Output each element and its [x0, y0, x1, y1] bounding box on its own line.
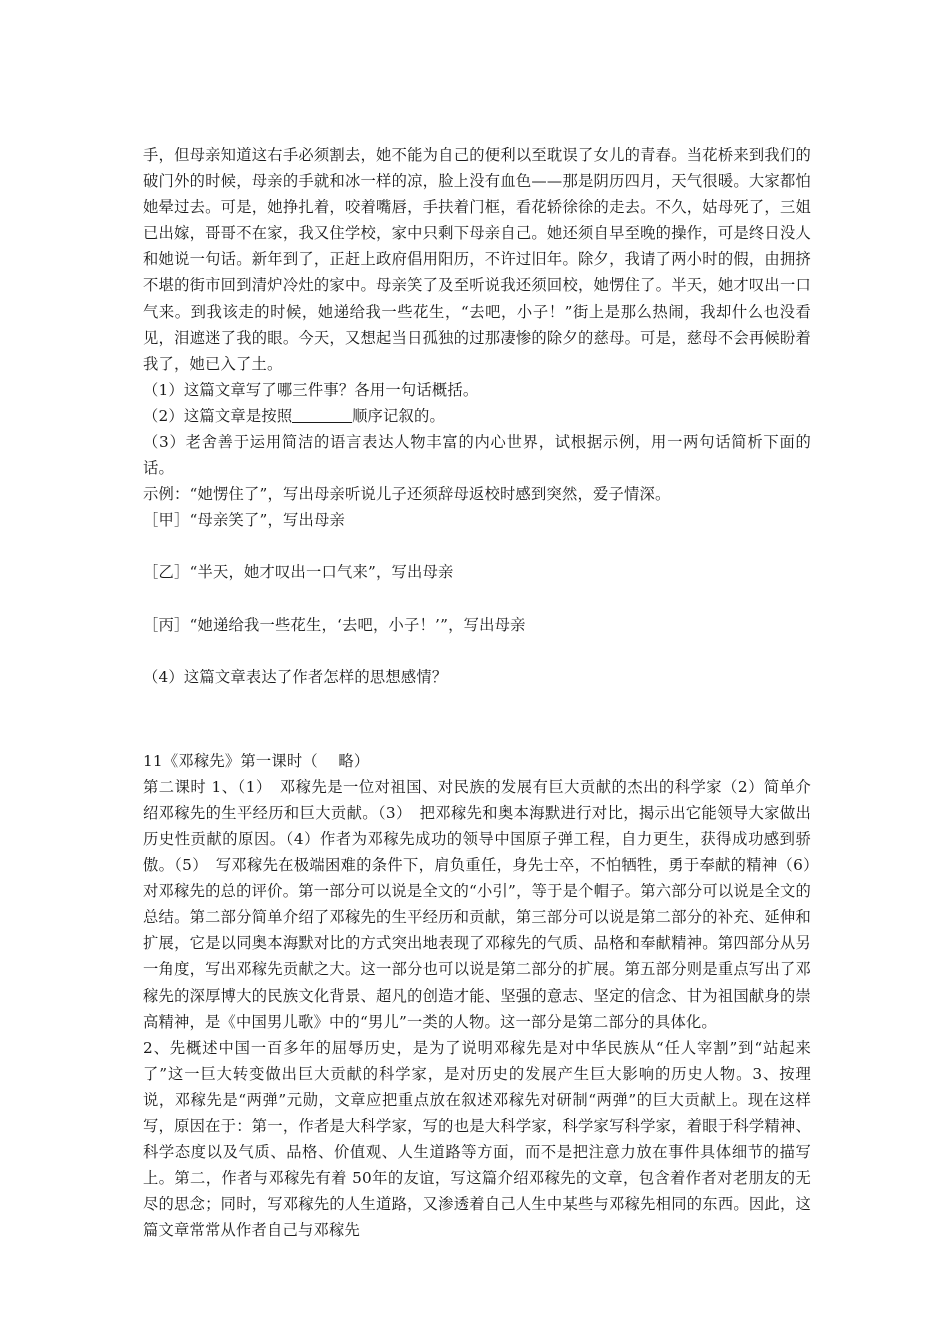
question-3-jia: ［甲］“母亲笑了”，写出母亲	[143, 511, 346, 530]
question-3-yi: ［乙］“半天，她才叹出一口气来”，写出母亲	[143, 563, 454, 582]
question-3-bing: ［丙］“她递给我一些花生，‘去吧，小子！’”，写出母亲	[143, 615, 526, 634]
answer-space	[143, 638, 811, 664]
section-spacer	[143, 722, 811, 748]
section-spacer	[143, 690, 811, 722]
question-2-suffix: 顺序记叙的。	[352, 406, 446, 425]
question-3-example: 示例：“她愣住了”，写出母亲听说儿子还须辞母返校时感到突然，爱子情深。	[143, 485, 671, 504]
question-2-prefix: （2）这篇文章是按照	[143, 406, 293, 425]
answer-heading: 11《邓稼先》第一课时（ 略）	[143, 751, 370, 770]
question-1: （1）这篇文章写了哪三件事？各用一句话概括。	[143, 380, 479, 399]
question-2	[143, 403, 811, 429]
document-body	[143, 142, 827, 1243]
answer-paragraph-1: 第二课时 1、（1） 邓稼先是一位对祖国、对民族的发展有巨大贡献的杰出的科学家（2）简单介绍邓稼先的生平经历和巨大贡献。（3） 把邓稼先和奥本海默进行对比，揭示出它能领导大家做出历史性贡献的原因。（4）作者为邓稼先成功的领导中国原子弹工程，自力更生，获得成功感到骄傲。（5） 写邓稼先在极端困难的条件下，肩负重任，身先士卒，不怕牺牲，勇于奉献的精神（6） 对邓稼先的总的评价。第一部分可以说是全文的“小引”，等于是个帽子。第六部分可以说是全文的总结。第二部分简单介绍了邓稼先的生平经历和贡献，第三部分可以说是第二部分的补充、延伸和扩展，它是以同奥本海默对比的方式突出地表现了邓稼先的气质、品格和奉献精神。第四部分从另一角度，写出邓稼先贡献之大。这一部分也可以说是第二部分的扩展。第五部分则是重点写出了邓稼先的深厚博大的民族文化背景、超凡的创造才能、坚强的意志、坚定的信念、甘为祖国献身的崇高精神，是《中国男儿歌》中的“男儿”一类的人物。这一部分是第二部分的具体化。	[143, 777, 827, 1031]
answer-space	[143, 533, 811, 559]
answer-paragraph-2: 2、先概述中国一百多年的屈辱历史，是为了说明邓稼先是对中华民族从“任人宰割”到“站起来了”这一巨大转变做出巨大贡献的科学家，是对历史的发展产生巨大影响的历史人物。3、按理说，邓稼先是“两弹”元勋，文章应把重点放在叙述邓稼先对研制“两弹”的巨大贡献上。现在这样写，原因在于：第一，作者是大科学家，写的也是大科学家，科学家写科学家，着眼于科学精神、科学态度以及气质、品格、价值观、人生道路等方面，而不是把注意力放在事件具体细节的描写上。第二，作者与邓稼先有着 50年的友谊，写这篇介绍邓稼先的文章，包含着作者对老朋友的无尽的思念；同时，写邓稼先的人生道路，又渗透着自己人生中某些与邓稼先相同的东西。因此，这篇文章常常从作者自己与邓稼先	[143, 1038, 811, 1240]
answer-space	[143, 586, 811, 612]
passage-paragraph: 手，但母亲知道这右手必须割去，她不能为自己的便利以至耽误了女儿的青春。当花桥来到我们的破门外的时候，母亲的手就和冰一样的凉，脸上没有血色——那是阴历四月，天气很暖。大家都怕她晕过去。可是，她挣扎着，咬着嘴唇，手扶着门框，看花轿徐徐的走去。不久，姑母死了，三姐已出嫁，哥哥不在家，我又住学校，家中只剩下母亲自己。她还须自早至晚的操作，可是终日没人和她说一句话。新年到了，正赶上政府倡用阳历，不许过旧年。除夕，我请了两小时的假，由拥挤不堪的街市回到清炉冷灶的家中。母亲笑了及至听说我还须回校，她愣住了。半天，她才叹出一口气来。到我该走的时候，她递给我一些花生，“去吧，小子！”街上是那么热闹，我却什么也没看见，泪遮迷了我的眼。今天，又想起当日孤独的过那凄惨的除夕的慈母。可是，慈母不会再候盼着我了，她已入了土。	[143, 146, 811, 373]
fill-in-blank[interactable]	[292, 407, 352, 423]
question-4: （4）这篇文章表达了作者怎样的思想感情？	[143, 667, 448, 686]
question-3: （3）老舍善于运用简洁的语言表达人物丰富的内心世界，试根据示例，用一两句话简析下面的话。	[143, 433, 811, 478]
